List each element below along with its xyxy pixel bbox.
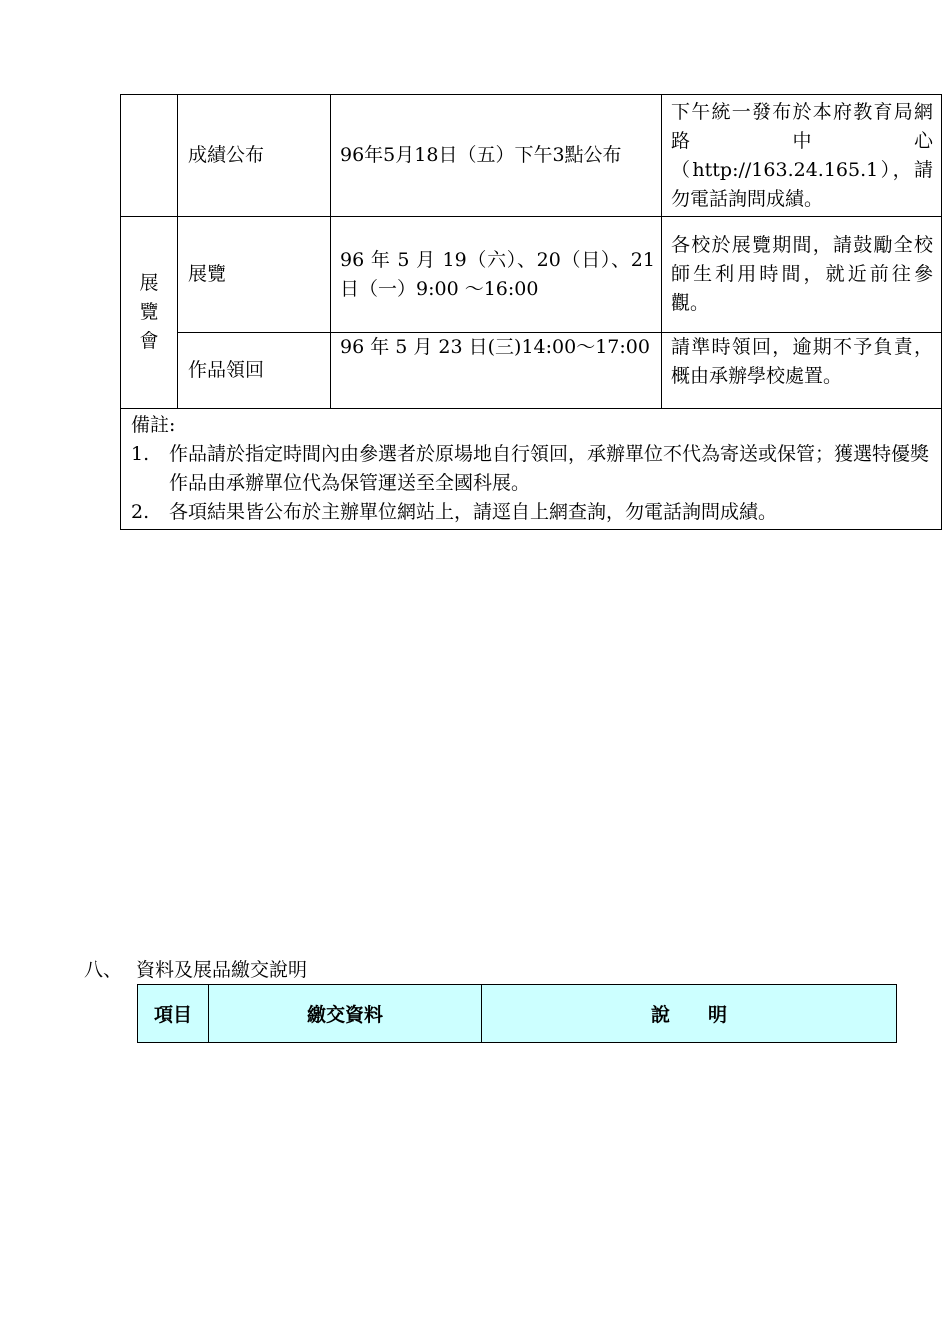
- time-cell: 96年5月18日（五）下午3點公布: [331, 95, 662, 217]
- item-cell: 成績公布: [178, 95, 331, 217]
- desc-cell: 各校於展覽期間，請鼓勵全校師生利用時間，就近前往參觀。: [662, 217, 942, 333]
- note-item: [131, 440, 933, 498]
- table-header-row: [138, 985, 897, 1043]
- table-row: [121, 95, 942, 217]
- exhibition-group-label: 展覽會: [139, 272, 159, 352]
- note-text: 各項結果皆公布於主辦單位網站上，請逕自上網查詢，勿電話詢問成績。: [169, 501, 778, 523]
- note-text: 作品請於指定時間內由參選者於原場地自行領回，承辦單位不代為寄送或保管；獲選特優獎作品由承辦單位代為保管運送至全國科展。: [169, 443, 930, 494]
- header-materials: 繳交資料: [209, 985, 482, 1043]
- time-cell: 96 年 5 月 23 日(三)14:00～17:00: [331, 333, 662, 409]
- group-cell-exhibition: [121, 217, 178, 409]
- note-number: 1.: [131, 443, 150, 465]
- table-row: [121, 217, 942, 333]
- note-number: 2.: [131, 501, 150, 523]
- group-cell-empty: [121, 95, 178, 217]
- header-item: 項目: [138, 985, 209, 1043]
- table-row: [121, 409, 942, 530]
- time-cell: 96 年 5 月 19（六）、20（日）、21 日（一）9:00 ～16:00: [331, 217, 662, 333]
- item-cell: 作品領回: [178, 333, 331, 409]
- notes-title: 備註:: [131, 414, 176, 436]
- notes-cell: [121, 409, 942, 530]
- submission-table: [137, 984, 897, 1043]
- desc-cell: 下午統一發布於本府教育局網路中心（http://163.24.165.1），請勿電話詢問成績。: [662, 95, 942, 217]
- table-row: [121, 333, 942, 409]
- note-item: [131, 498, 933, 527]
- section-heading: [84, 955, 307, 985]
- section-title: 資料及展品繳交說明: [136, 959, 308, 981]
- desc-cell: 請準時領回，逾期不予負責，概由承辦學校處置。: [662, 333, 942, 409]
- header-description: 說 明: [482, 985, 897, 1043]
- schedule-table: [120, 94, 942, 530]
- section-number: 八、: [84, 959, 123, 981]
- item-cell: 展覽: [178, 217, 331, 333]
